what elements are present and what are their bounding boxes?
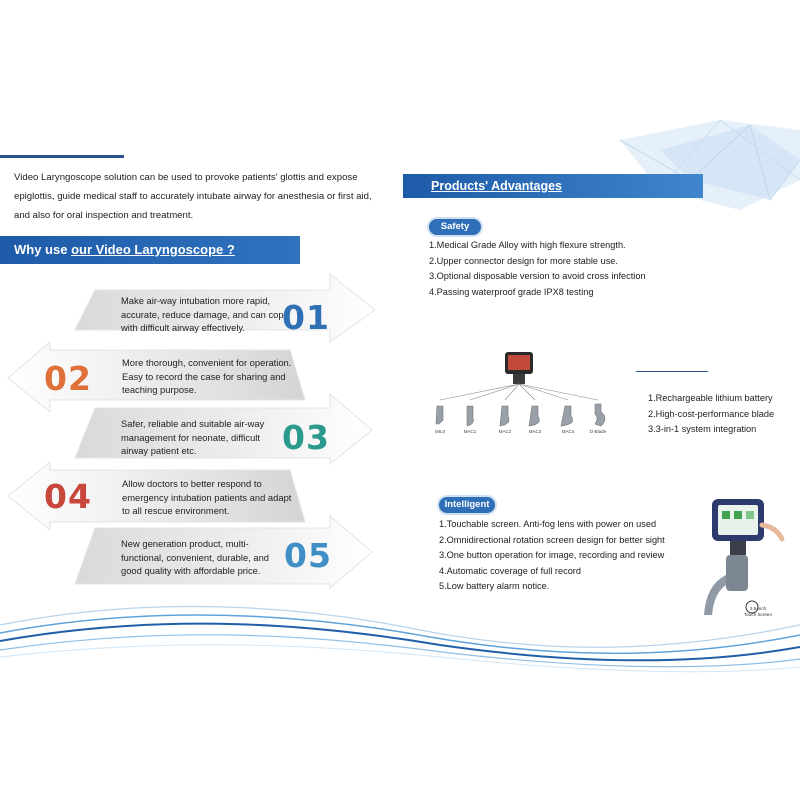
why-title-underlined: our Video Laryngoscope ?: [71, 242, 235, 257]
safety-item: 3.Optional disposable version to avoid cross infection: [429, 271, 646, 282]
benefit-number-01: 01: [282, 298, 330, 337]
blade-label: MAC2: [498, 429, 512, 434]
intro-divider: [0, 155, 124, 158]
screen-caption-line2: Touch Screen: [743, 611, 773, 617]
intelligent-item: 1.Touchable screen. Anti-fog lens with power on used: [439, 519, 657, 529]
intelligent-pill: Intelligent: [439, 497, 495, 513]
blade-label: MAC4: [561, 429, 575, 434]
intelligent-item: 3.One button operation for image, recording and review: [439, 550, 665, 561]
section-divider: [636, 371, 708, 372]
blade-label: D-Blade: [589, 429, 607, 434]
safety-item: 1.Medical Grade Alloy with high flexure strength.: [429, 240, 626, 250]
blade-label: MIL0: [434, 429, 445, 434]
blade-label: MAC1: [463, 429, 477, 434]
battery-item: 1.Rechargeable lithium battery: [648, 393, 773, 403]
decorative-wave: [0, 595, 800, 675]
intelligent-item: 5.Low battery alarm notice.: [439, 581, 550, 592]
why-use-banner: [0, 236, 300, 264]
benefit-band-05: [0, 522, 380, 592]
benefit-text-03: Safer, reliable and suitable air-way management for neonate, difficult airway patient etc.: [121, 418, 265, 456]
intelligent-list: [439, 517, 665, 595]
battery-list: [648, 391, 774, 438]
benefit-text-04: Allow doctors to better respond to emergency intubation patients and adapt to all rescue environment.: [122, 478, 292, 516]
benefit-text-01: Make air-way intubation more rapid, accurate, reduce damage, and can cope with difficult airway effectively.: [121, 295, 289, 333]
safety-list: [429, 238, 646, 300]
products-advantages-banner: Products' Advantages: [403, 174, 703, 198]
benefit-number-04: 04: [44, 477, 92, 516]
benefit-band-04: [0, 460, 380, 530]
benefit-text-05: New generation product, multi-functional, convenient, durable, and good quality with affordable price.: [121, 538, 270, 576]
why-title-prefix: Why use: [14, 242, 72, 257]
intelligent-item: 4.Automatic coverage of full record: [439, 565, 581, 576]
screen-caption-line1: 3.5-inch: [749, 606, 767, 611]
benefit-number-02: 02: [44, 359, 92, 398]
blade-label: MAC3: [528, 429, 542, 434]
battery-item: 2.High-cost-performance blade: [648, 408, 775, 419]
benefit-number-05: 05: [284, 536, 332, 575]
intelligent-item: 2.Omnidirectional rotation screen design for better sight: [439, 534, 665, 545]
benefit-number-03: 03: [282, 418, 330, 457]
intro-paragraph: Video Laryngoscope solution can be used to provoke patients' glottis and expose epiglottis, guide medical staff to accurately intubate airway for anesthesia or first aid, and also for oral inspection and treatment.: [14, 172, 372, 221]
benefit-band-01: [0, 272, 380, 342]
benefit-text-02: More thorough, convenient for operation. Easy to record the case for sharing and teaching purpose.: [122, 357, 292, 395]
safety-item: 4.Passing waterproof grade IPX8 testing: [429, 286, 594, 297]
safety-item: 2.Upper connector design for more stable use.: [429, 255, 618, 266]
battery-item: 3.3-in-1 system integration: [648, 424, 757, 435]
benefit-band-03: [0, 398, 380, 468]
safety-pill: Safety: [429, 219, 481, 235]
